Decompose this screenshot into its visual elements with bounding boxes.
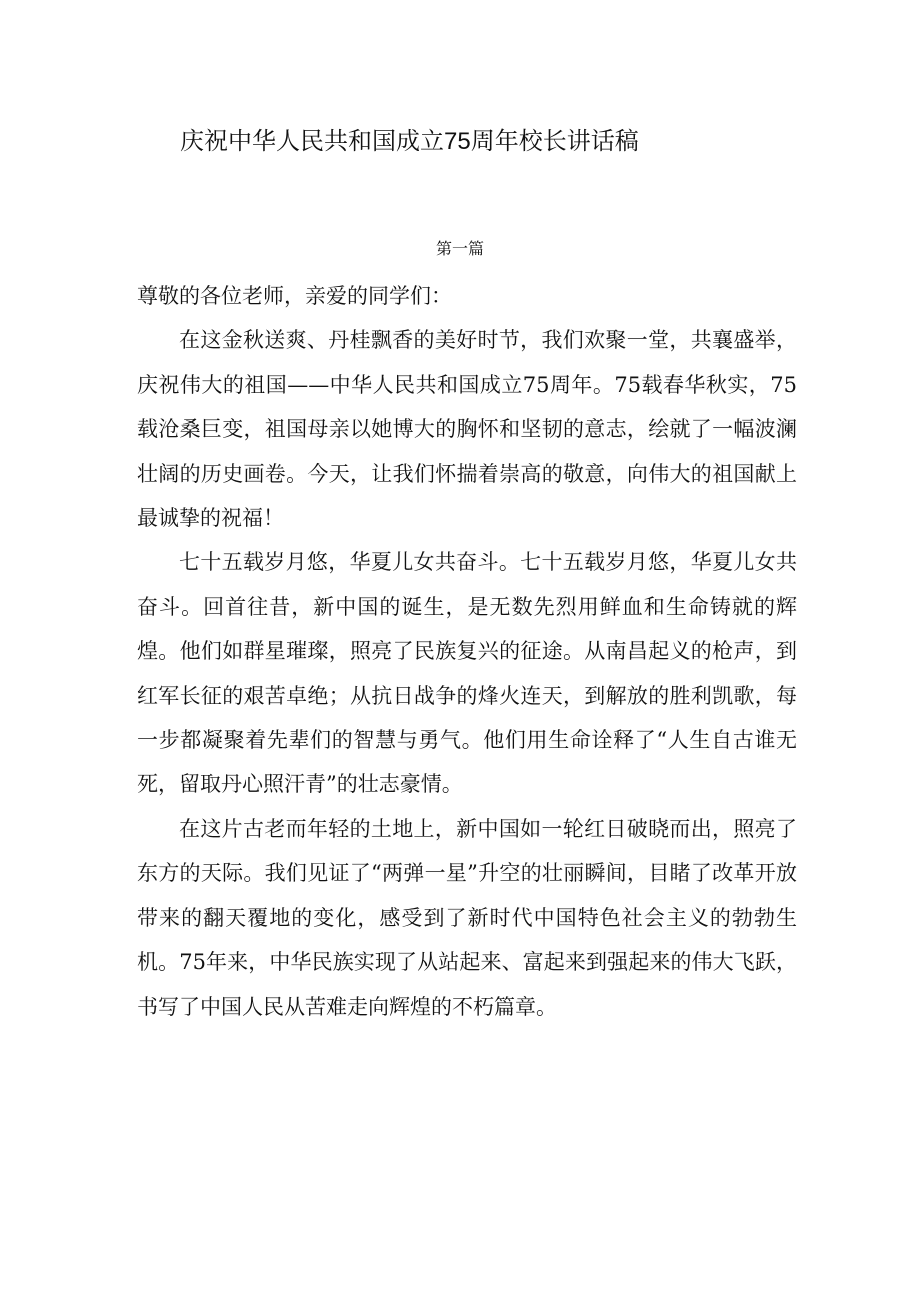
paragraph-2: 七十五载岁月悠，华夏儿女共奋斗。七十五载岁月悠，华夏儿女共奋斗。回首往昔，新中国的诞生，是无数先烈用鲜血和生命铸就的辉煌。他们如群星璀璨，照亮了民族复兴的征途。从南昌起义的枪声，到红军长征的艰苦卓绝；从抗日战争的烽火连天，到解放的胜利凯歌，每一步都凝聚着先辈们的智慧与勇气。他们用生命诠释了“人生自古谁无死，留取丹心照汗青”的壮志豪情。: [137, 550, 797, 797]
paragraph-1: 在这金秋送爽、丹桂飘香的美好时节，我们欢聚一堂，共襄盛举，庆祝伟大的祖国——中华人民共和国成立75周年。75载春华秋实，75载沧桑巨变，祖国母亲以她博大的胸怀和坚韧的意志，绘就了一幅波澜壮阔的历史画卷。今天，让我们怀揣着崇高的敬意，向伟大的祖国献上最诚挚的祝福！: [137, 328, 797, 531]
salutation: 尊敬的各位老师，亲爱的同学们：: [137, 284, 452, 308]
document-title: 庆祝中华人民共和国成立75周年校长讲话稿: [180, 128, 639, 155]
paragraph-3: 在这片古老而年轻的土地上，新中国如一轮红日破晓而出，照亮了东方的天际。我们见证了“两弹一星”升空的壮丽瞬间，目睹了改革开放带来的翻天覆地的变化，感受到了新时代中国特色社会主义的勃勃生机。75年来，中华民族实现了从站起来、富起来到强起来的伟大飞跃，书写了中国人民从苦难走向辉煌的不朽篇章。: [137, 816, 797, 1019]
document-body: [137, 274, 797, 1029]
section-heading: 第一篇: [435, 241, 484, 258]
